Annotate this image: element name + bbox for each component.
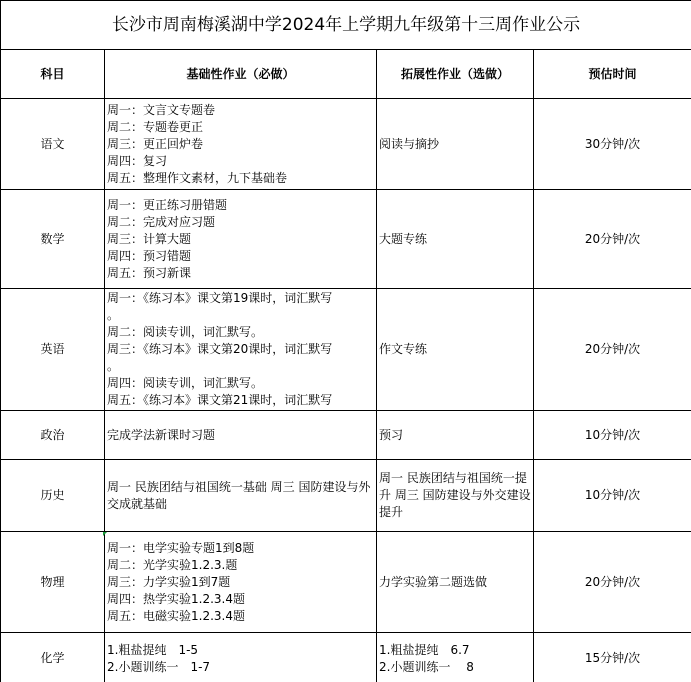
- table-row: [1, 190, 691, 289]
- basic-cell: [105, 460, 377, 532]
- basic-line: 周一：文言文专题卷: [107, 102, 216, 117]
- table-row: [1, 99, 691, 190]
- extended-cell: [377, 411, 534, 460]
- basic-line: 周四：复习: [107, 153, 168, 168]
- time-cell: 10分钟/次: [534, 460, 691, 532]
- basic-line: 周四：阅读专训，词汇默写。: [107, 376, 264, 390]
- basic-line: 周二：阅读专训，词汇默写。: [107, 325, 264, 339]
- subject-cell: 英语: [1, 289, 105, 411]
- subject-cell: 物理: [1, 532, 105, 633]
- extended-cell: [377, 289, 534, 411]
- extended-cell: [377, 190, 534, 289]
- basic-line: 周三：《练习本》课文第20课时，词汇默写: [107, 342, 333, 356]
- basic-line: 周四：预习错题: [107, 248, 192, 263]
- basic-line: 2.小题训练一 1-7: [107, 659, 211, 674]
- table-row: [1, 460, 691, 532]
- time-cell: 20分钟/次: [534, 532, 691, 633]
- header-extended: 拓展性作业（选做）: [377, 50, 534, 99]
- basic-line: 。: [107, 308, 120, 322]
- time-cell: 20分钟/次: [534, 190, 691, 289]
- basic-line: 。: [107, 359, 120, 373]
- time-cell: 10分钟/次: [534, 411, 691, 460]
- subject-cell: 数学: [1, 190, 105, 289]
- basic-cell: [105, 532, 377, 633]
- basic-line: 周一：更正练习册错题: [107, 197, 228, 212]
- basic-line: 周三：计算大题: [107, 231, 192, 246]
- subject-cell: 化学: [1, 633, 105, 682]
- basic-line: 完成学法新课时习题: [107, 427, 216, 442]
- basic-cell: [105, 190, 377, 289]
- extended-cell: [377, 532, 534, 633]
- subject-cell: 历史: [1, 460, 105, 532]
- extended-cell: [377, 99, 534, 190]
- basic-line: 周五：电磁实验1.2.3.4题: [107, 608, 245, 623]
- basic-line: 周四：热学实验1.2.3.4题: [107, 591, 245, 606]
- table-row: [1, 532, 691, 633]
- page-title: 长沙市周南梅溪湖中学2024年上学期九年级第十三周作业公示: [1, 1, 691, 50]
- cell-comment-marker: [103, 532, 107, 536]
- table-row: [1, 633, 691, 682]
- basic-line: 周二：专题卷更正: [107, 119, 204, 134]
- extended-line: 1.粗盐提纯 6.7: [379, 642, 470, 657]
- basic-line: 周三：力学实验1到7题: [107, 574, 231, 589]
- basic-cell: [105, 99, 377, 190]
- basic-line: 周五：《练习本》课文第21课时，词汇默写: [107, 393, 333, 407]
- basic-line: 周五：整理作文素材，九下基础卷: [107, 170, 288, 185]
- table-row: [1, 411, 691, 460]
- basic-line: 周一：《练习本》课文第19课时，词汇默写: [107, 291, 333, 305]
- basic-line: 1.粗盐提纯 1-5: [107, 642, 199, 657]
- table-row: [1, 289, 691, 411]
- extended-line: 大题专练: [379, 231, 428, 246]
- extended-cell: [377, 460, 534, 532]
- basic-line: 周二：光学实验1.2.3.题: [107, 557, 238, 572]
- time-cell: 15分钟/次: [534, 633, 691, 682]
- extended-cell: [377, 633, 534, 682]
- extended-line: 力学实验第二题选做: [379, 574, 488, 589]
- header-subject: 科目: [1, 50, 105, 99]
- basic-cell: [105, 411, 377, 460]
- basic-cell: [105, 633, 377, 682]
- extended-line: 预习: [379, 427, 404, 442]
- basic-cell: [105, 289, 377, 411]
- extended-line: 阅读与摘抄: [379, 136, 440, 151]
- header-time: 预估时间: [534, 50, 691, 99]
- basic-line: 周一：电学实验专题1到8题: [107, 540, 255, 555]
- basic-line: 周三：更正回炉卷: [107, 136, 204, 151]
- basic-line: 周一 民族团结与祖国统一基础 周三 国防建设与外交成就基础: [107, 479, 371, 511]
- time-cell: 20分钟/次: [534, 289, 691, 411]
- extended-line: 2.小题训练一 8: [379, 659, 474, 674]
- time-cell: 30分钟/次: [534, 99, 691, 190]
- basic-line: 周二：完成对应习题: [107, 214, 216, 229]
- subject-cell: 语文: [1, 99, 105, 190]
- basic-line: 周五：预习新课: [107, 265, 192, 280]
- header-basic: 基础性作业（必做）: [105, 50, 377, 99]
- subject-cell: 政治: [1, 411, 105, 460]
- extended-line: 作文专练: [379, 342, 428, 356]
- extended-line: 周一 民族团结与祖国统一提升 周三 国防建设与外交建设提升: [379, 471, 531, 519]
